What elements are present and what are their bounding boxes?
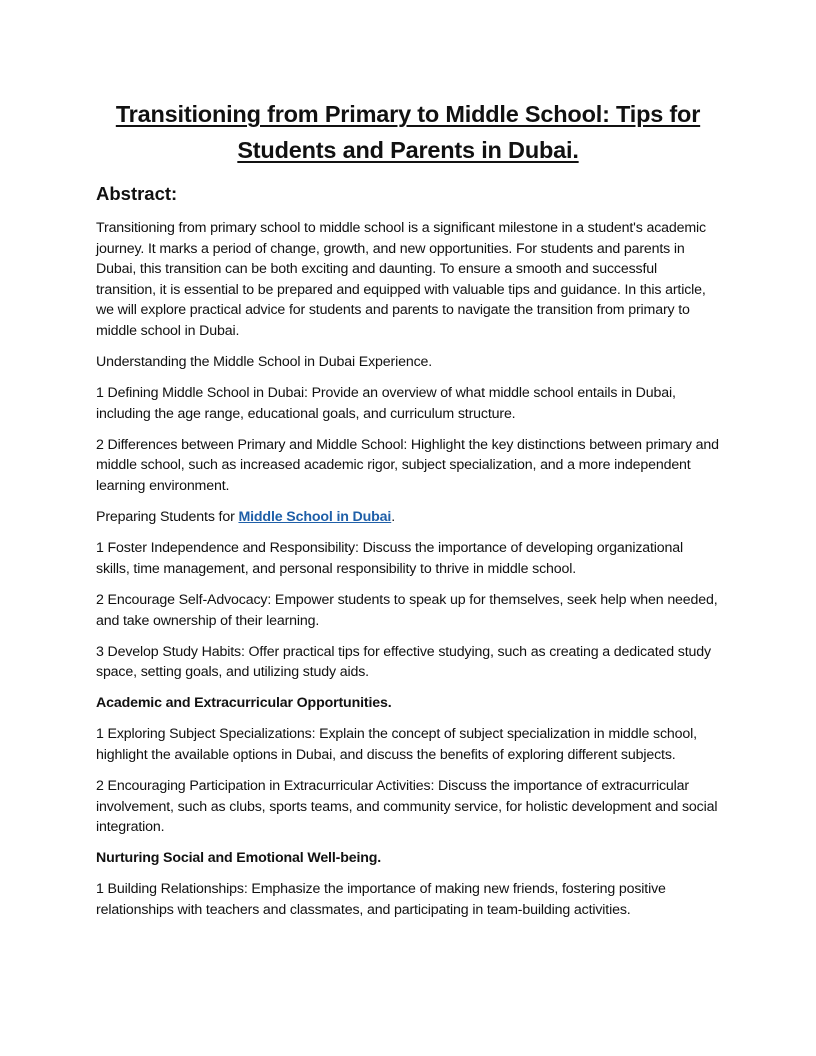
list-item: 1 Defining Middle School in Dubai: Provide an overview of what middle school entails in Dubai, including the age range, educational goals, and curriculum structure. [96,385,676,422]
list-item: 1 Foster Independence and Responsibility: Discuss the importance of developing organizational skills, time management, and personal responsibility to thrive in middle school. [96,540,684,577]
heading-suffix: . [391,509,396,526]
heading-prefix: Preparing Students for [96,509,239,526]
list-item: 3 Develop Study Habits: Offer practical tips for effective studying, such as creating a dedicated study space, setting goals, and utilizing study aids. [96,643,711,681]
list-item: 2 Differences between Primary and Middle School: Highlight the key distinctions between primary and middle school, such as increased academic rigor, subject specialization, and a more independent learning environment. [96,436,719,495]
section-heading-preparing-students [96,507,720,528]
list-item: 2 Encouraging Participation in Extracurricular Activities: Discuss the importance of extracurricular involvement, such as clubs, sports teams, and community service, for holistic development and social integration. [96,778,718,836]
section-heading-social-emotional: Nurturing Social and Emotional Well-being. [96,850,382,867]
document-page [96,96,720,931]
list-item: 1 Exploring Subject Specializations: Explain the concept of subject specialization in middle school, highlight the available options in Dubai, and discuss the benefits of exploring different subjects. [96,726,697,763]
list-item: 2 Encourage Self-Advocacy: Empower students to speak up for themselves, seek help when needed, and take ownership of their learning. [96,591,718,629]
section-heading-understanding: Understanding the Middle School in Dubai Experience. [96,354,433,371]
middle-school-dubai-link[interactable]: Middle School in Dubai [238,509,392,526]
document-title: Transitioning from Primary to Middle School: Tips for Students and Parents in Dubai. [115,101,701,163]
abstract-heading: Abstract: [96,183,178,204]
section-heading-academic-extracurricular: Academic and Extracurricular Opportunities. [96,695,392,712]
list-item: 1 Building Relationships: Emphasize the importance of making new friends, fostering positive relationships with teachers and classmates, and participating in team-building activities. [96,881,666,919]
abstract-paragraph: Transitioning from primary school to middle school is a significant milestone in a student's academic journey. It marks a period of change, growth, and new opportunities. For students and parents in Dubai, this transition can be both exciting and daunting. To ensure a smooth and successful transition, it is essential to be prepared and equipped with valuable tips and guidance. In this article, we will explore practical advice for students and parents to navigate the transition from primary to middle school in Dubai. [96,220,706,339]
